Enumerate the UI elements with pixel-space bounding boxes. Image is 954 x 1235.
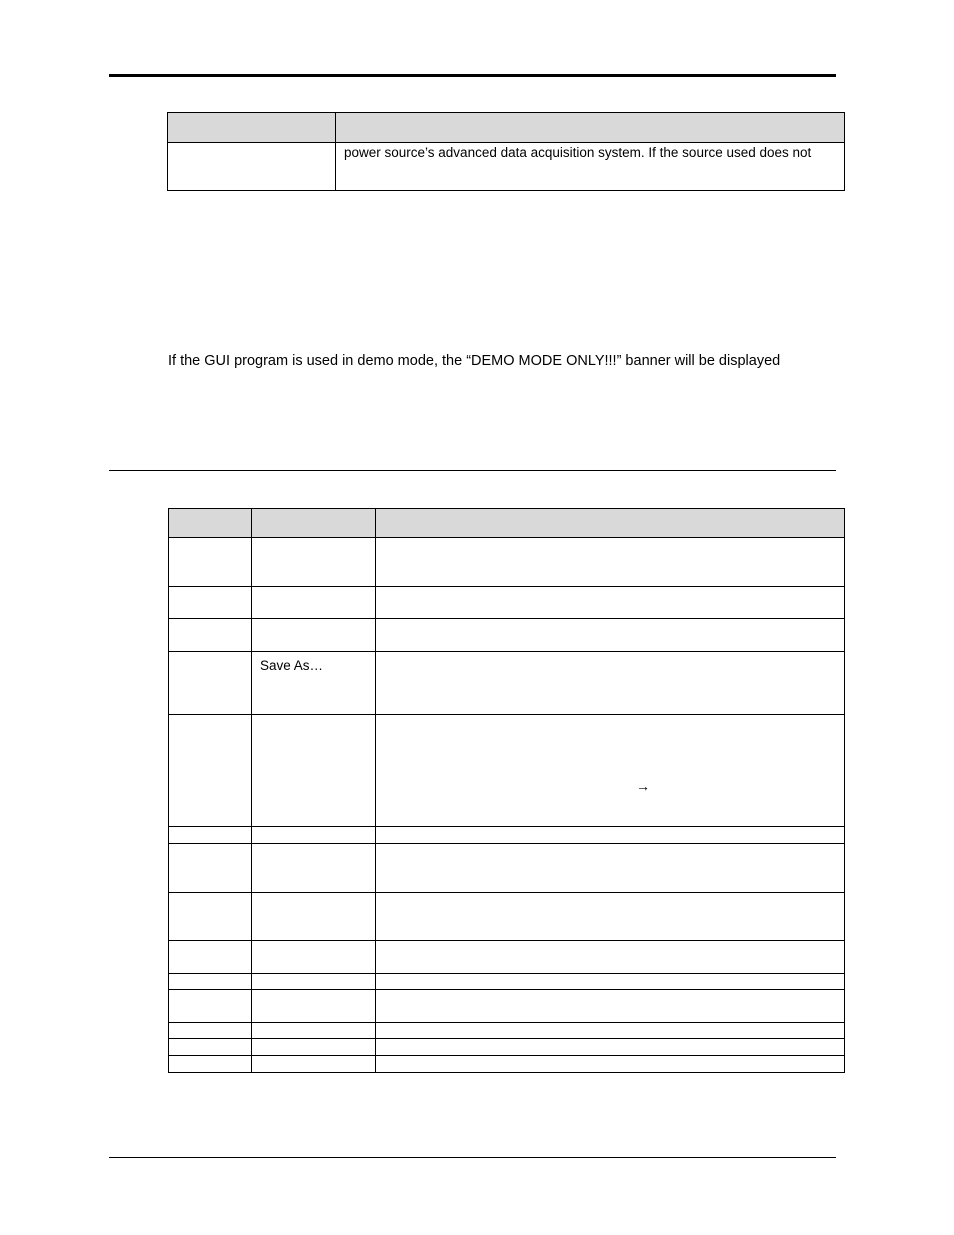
table-header-row — [168, 113, 845, 143]
table-row — [169, 652, 845, 715]
header-cell — [252, 509, 376, 538]
header-cell — [168, 113, 336, 143]
arrow-right-icon: → — [636, 778, 650, 794]
table-cell — [169, 587, 252, 619]
menu-commands-table — [168, 508, 845, 1073]
table-cell — [252, 1023, 376, 1039]
header-cell — [336, 113, 845, 143]
table-cell — [169, 538, 252, 587]
table-cell — [376, 587, 845, 619]
table-cell — [376, 619, 845, 652]
table-cell — [169, 990, 252, 1023]
table-row — [168, 143, 845, 191]
header-cell — [169, 509, 252, 538]
demo-mode-paragraph: If the GUI program is used in demo mode, the “DEMO MODE ONLY!!!” banner will be displayed — [168, 353, 781, 369]
table-cell — [252, 619, 376, 652]
table-row — [169, 893, 845, 941]
table-cell — [169, 715, 252, 827]
table-cell — [169, 652, 252, 715]
table-cell — [169, 1023, 252, 1039]
table-cell — [252, 587, 376, 619]
table-header-row — [169, 509, 845, 538]
table-cell-description: power source’s advanced data acquisition system. If the source used does not — [336, 143, 845, 191]
table-cell — [252, 844, 376, 893]
table-row — [169, 715, 845, 827]
table-cell — [376, 1023, 845, 1039]
table-cell — [376, 1056, 845, 1073]
table-cell — [252, 827, 376, 844]
table-cell — [169, 893, 252, 941]
table-cell — [169, 619, 252, 652]
table-cell — [376, 715, 845, 827]
header-cell — [376, 509, 845, 538]
table-cell — [169, 827, 252, 844]
table-cell — [252, 1056, 376, 1073]
table-row — [169, 619, 845, 652]
table-cell — [252, 1039, 376, 1056]
table-cell — [376, 893, 845, 941]
table-row — [169, 974, 845, 990]
table-cell-command: Save As… — [252, 652, 376, 715]
table-cell — [376, 652, 845, 715]
table-cell — [252, 974, 376, 990]
table-cell — [376, 538, 845, 587]
table-cell — [376, 941, 845, 974]
table-cell — [376, 844, 845, 893]
table-row — [169, 1023, 845, 1039]
table-cell — [252, 538, 376, 587]
table-cell — [169, 974, 252, 990]
table-cell — [169, 1039, 252, 1056]
header-rule — [109, 74, 836, 77]
table-cell — [169, 1056, 252, 1073]
table-cell — [168, 143, 336, 191]
footer-rule — [109, 1157, 836, 1158]
table-row — [169, 1039, 845, 1056]
table-cell — [376, 990, 845, 1023]
section-rule — [109, 470, 836, 471]
table-row — [169, 1056, 845, 1073]
table-cell — [169, 941, 252, 974]
table-row — [169, 941, 845, 974]
table-cell — [376, 827, 845, 844]
table-row — [169, 844, 845, 893]
table-cell — [376, 974, 845, 990]
table-row — [169, 990, 845, 1023]
continued-table — [167, 112, 845, 191]
table-cell — [252, 715, 376, 827]
table-cell — [252, 990, 376, 1023]
table-row — [169, 827, 845, 844]
table-cell — [376, 1039, 845, 1056]
table-row — [169, 587, 845, 619]
table-cell — [252, 941, 376, 974]
table-cell — [169, 844, 252, 893]
table-cell — [252, 893, 376, 941]
table-row — [169, 538, 845, 587]
